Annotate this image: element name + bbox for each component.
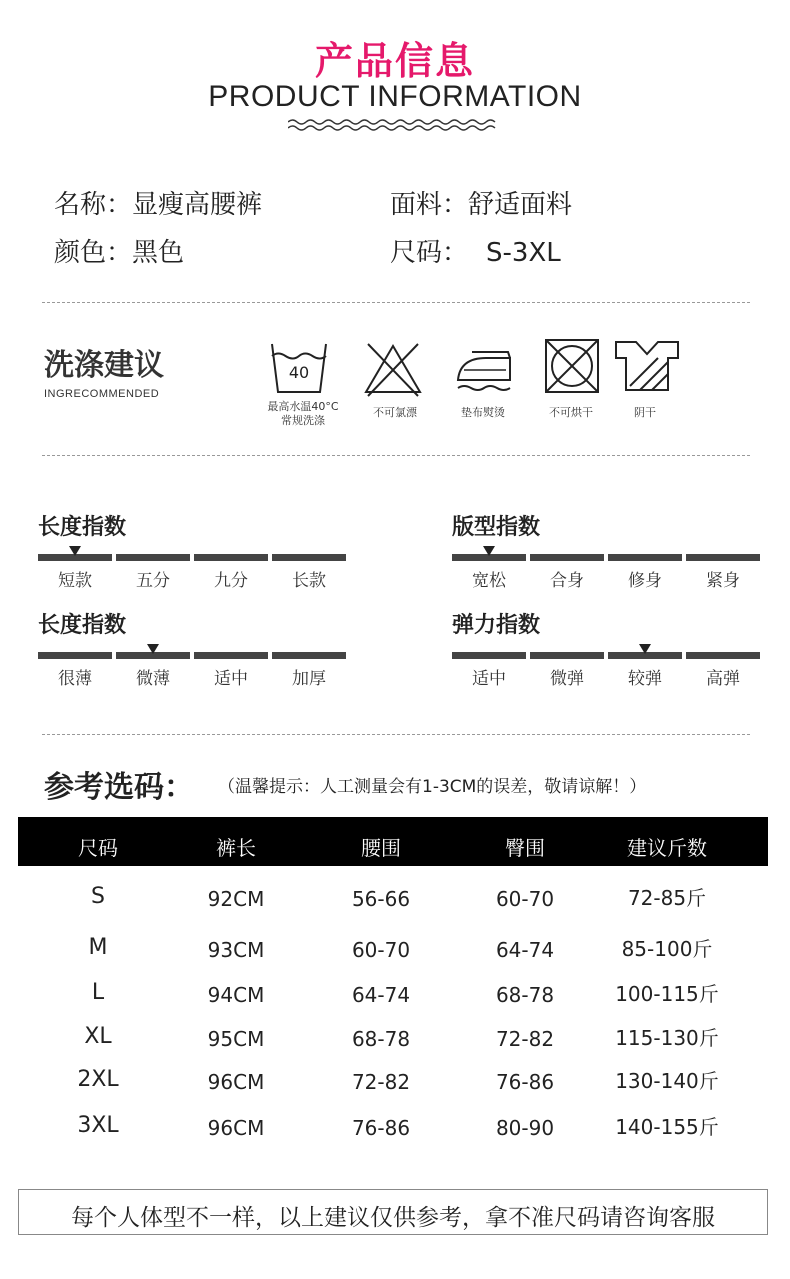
table-cell: 56-66 xyxy=(351,887,411,911)
table-cell: M xyxy=(88,935,108,960)
divider xyxy=(42,302,750,303)
no-bleach-icon xyxy=(358,340,428,400)
table-header-cell: 腰围 xyxy=(361,836,401,860)
table-cell: 64-74 xyxy=(495,938,555,962)
table-cell: 115-130斤 xyxy=(615,1026,719,1050)
index-selected-marker-icon xyxy=(147,644,159,654)
index-option-label: 加厚 xyxy=(292,669,326,689)
wash-subtitle: INGRECOMMENDED xyxy=(44,388,160,400)
name-label: 名称： xyxy=(54,190,133,220)
index-bar-segment xyxy=(686,554,760,561)
care-label-shade: 阴干 xyxy=(634,406,656,419)
care-label-wash: 最高水温40°C 常规洗涤 xyxy=(267,400,339,427)
table-cell: 130-140斤 xyxy=(615,1069,719,1093)
name-field xyxy=(54,184,262,221)
index-selected-marker-icon xyxy=(69,546,81,556)
index-bar-segment xyxy=(38,652,112,659)
table-cell: 80-90 xyxy=(495,1116,555,1140)
index-bar-segment xyxy=(272,652,346,659)
index-bar-segment xyxy=(194,652,268,659)
index-bar-segment xyxy=(530,554,604,561)
table-cell: 96CM xyxy=(207,1070,265,1094)
table-cell: 76-86 xyxy=(351,1116,411,1140)
table-cell: 76-86 xyxy=(495,1070,555,1094)
index-selected-marker-icon xyxy=(639,644,651,654)
color-field xyxy=(54,232,184,269)
divider xyxy=(42,734,750,735)
index-option-label: 适中 xyxy=(472,669,506,689)
table-cell: 72-85斤 xyxy=(627,886,707,910)
wash-title: 洗涤建议 xyxy=(44,348,164,383)
care-label-iron: 垫布熨烫 xyxy=(461,406,505,419)
wash-tub-40-icon xyxy=(264,340,334,400)
index-option-label: 高弹 xyxy=(706,669,740,689)
table-cell: 96CM xyxy=(207,1116,265,1140)
index-bar-segment xyxy=(686,652,760,659)
table-cell: 100-115斤 xyxy=(615,982,719,1006)
table-cell: 64-74 xyxy=(351,983,411,1007)
table-cell: 72-82 xyxy=(351,1070,411,1094)
table-cell: 60-70 xyxy=(351,938,411,962)
index-option-label: 微薄 xyxy=(136,669,170,689)
wave-divider-icon xyxy=(288,118,502,132)
fabric-value: 舒适面料 xyxy=(468,190,573,220)
size-ref-title: 参考选码： xyxy=(44,770,194,805)
table-cell: 85-100斤 xyxy=(621,937,713,961)
table-cell: S xyxy=(91,884,105,909)
index-option-label: 修身 xyxy=(628,571,662,591)
table-cell: 140-155斤 xyxy=(615,1115,719,1139)
index-option-label: 长款 xyxy=(292,571,326,591)
table-cell: 72-82 xyxy=(495,1027,555,1051)
size-value: S-3XL xyxy=(486,238,561,268)
table-cell: 93CM xyxy=(207,938,265,962)
index-bar-segment xyxy=(116,554,190,561)
index-option-label: 合身 xyxy=(550,571,584,591)
care-label-bleach: 不可氯漂 xyxy=(373,406,417,419)
index-bar-segment xyxy=(530,652,604,659)
index-bar-segment xyxy=(272,554,346,561)
index-option-label: 较弹 xyxy=(628,669,662,689)
table-cell: 68-78 xyxy=(495,983,555,1007)
table-header-cell: 尺码 xyxy=(78,836,118,860)
size-label: 尺码： xyxy=(390,238,469,268)
index-bar-segment xyxy=(608,554,682,561)
color-value: 黑色 xyxy=(132,238,185,268)
no-tumble-dry-icon xyxy=(536,336,606,396)
index-option-label: 适中 xyxy=(214,669,248,689)
page-subtitle: PRODUCT INFORMATION xyxy=(208,80,582,113)
care-label-dry: 不可烘干 xyxy=(549,406,593,419)
table-cell: 92CM xyxy=(207,887,265,911)
index-option-label: 五分 xyxy=(136,571,170,591)
table-cell: L xyxy=(91,980,105,1005)
table-header-cell: 建议斤数 xyxy=(627,836,707,860)
name-value: 显瘦高腰裤 xyxy=(132,190,263,220)
index-title: 版型指数 xyxy=(452,515,541,540)
index-selected-marker-icon xyxy=(483,546,495,556)
table-cell: 94CM xyxy=(207,983,265,1007)
index-bar-segment xyxy=(194,554,268,561)
index-option-label: 宽松 xyxy=(472,571,506,591)
footer-text: 每个人体型不一样，以上建议仅供参考，拿不准尺码请咨询客服 xyxy=(71,1205,715,1231)
tub-number: 40 xyxy=(288,363,310,382)
table-cell: 95CM xyxy=(207,1027,265,1051)
iron-with-cloth-icon xyxy=(450,340,520,400)
table-header-cell: 裤长 xyxy=(216,836,256,860)
table-cell: XL xyxy=(84,1024,112,1049)
fabric-label: 面料： xyxy=(390,190,469,220)
table-cell: 60-70 xyxy=(495,887,555,911)
fabric-field xyxy=(390,184,572,221)
table-header-cell: 臀围 xyxy=(505,836,545,860)
size-ref-note: （温馨提示：人工测量会有1-3CM的误差，敬请谅解！） xyxy=(218,777,647,797)
index-option-label: 九分 xyxy=(214,571,248,591)
page-title: 产品信息 xyxy=(314,39,475,83)
index-option-label: 短款 xyxy=(58,571,92,591)
index-title: 长度指数 xyxy=(38,613,127,638)
index-option-label: 紧身 xyxy=(706,571,740,591)
index-option-label: 微弹 xyxy=(550,669,584,689)
table-cell: 3XL xyxy=(77,1113,119,1138)
shade-dry-icon xyxy=(612,336,682,396)
table-cell: 68-78 xyxy=(351,1027,411,1051)
index-option-label: 很薄 xyxy=(58,669,92,689)
index-bar-segment xyxy=(452,652,526,659)
color-label: 颜色： xyxy=(54,238,133,268)
divider xyxy=(42,455,750,456)
index-title: 弹力指数 xyxy=(452,613,541,638)
index-title: 长度指数 xyxy=(38,515,127,540)
table-cell: 2XL xyxy=(77,1067,119,1092)
size-field xyxy=(390,232,561,269)
